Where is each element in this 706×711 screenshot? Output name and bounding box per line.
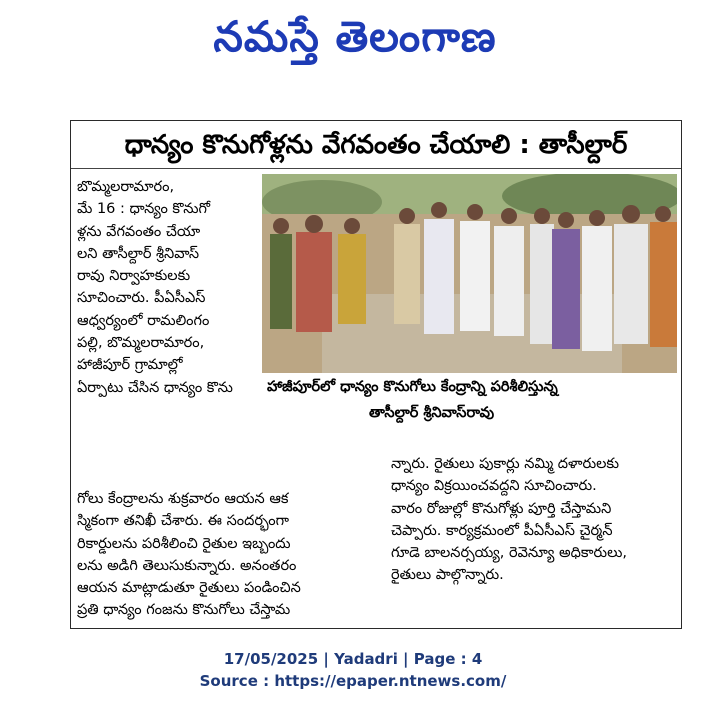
photo-caption (267, 374, 677, 426)
text-line: రైతులు పాల్గొన్నారు. (391, 567, 504, 584)
text-line: గోలు కేంద్రాలను శుక్రవారం ఆయన ఆక (77, 491, 289, 507)
caption-line: తాసీల్దార్ శ్రీనివాస్‌రావు (369, 405, 495, 421)
text-line: బొమ్మలరామారం, (77, 179, 175, 195)
text-line: హాజీపూర్ గ్రామాల్లో (77, 357, 183, 374)
text-line: గూడె బాలనర్సయ్య, రెవెన్యూ అధికారులు, (391, 545, 627, 562)
article-clipping (70, 120, 682, 629)
text-line: చెప్పారు. కార్యక్రమంలో పీఏసీఎస్ చైర్మన్ (391, 522, 613, 539)
text-line: ఏర్పాటు చేసిన ధాన్యం కొను (77, 379, 233, 396)
text-line: ఆయన మాట్లాడుతూ రైతులు పండించిన (77, 580, 301, 597)
text-line: న్నారు. రైతులు పుకార్లు నమ్మి దళారులకు (391, 456, 620, 472)
article-column-right (391, 453, 675, 587)
article-headline: ధాన్యం కొనుగోళ్లను వేగవంతం చేయాలి : తాసీల్దార్ (124, 130, 628, 160)
text-line: సూచించారు. పీఏసీఎస్ (77, 290, 206, 307)
caption-line: హాజీపూర్‌లో ధాన్యం కొనుగోలు కేంద్రాన్ని పరిశీలిస్తున్న (267, 379, 558, 395)
article-column-lower-left (77, 488, 367, 622)
text-line: స్మికంగా తనిఖీ చేశారు. ఈ సందర్భంగా (77, 513, 289, 530)
text-line: ప్రతి ధాన్యం గంజను కొనుగోలు చేస్తామ (77, 602, 291, 619)
text-line: మే 16 : ధాన్యం కొనుగో (77, 201, 211, 218)
headline-divider (71, 168, 681, 169)
text-line: ధాన్యం విక్రయించవద్దని సూచించారు. (391, 478, 597, 495)
text-line: ఆధ్వర్యంలో రామలింగం (77, 312, 210, 329)
text-line: ళ్లను వేగవంతం చేయా (77, 223, 201, 240)
text-line: లను అడిగి తెలుసుకున్నారు. అనంతరం (77, 557, 297, 574)
footer-date-edition: 17/05/2025 | Yadadri | Page : 4 (223, 650, 483, 668)
text-line: రావు నిర్వాహకులకు (77, 268, 191, 285)
footer-source: Source : https://epaper.ntnews.com/ (199, 672, 507, 690)
text-line: లని తాసీల్దార్ శ్రీనివాస్ (77, 245, 200, 262)
news-photo (262, 174, 677, 373)
text-line: వారం రోజుల్లో కొనుగోళ్లు పూర్తి చేస్తామని (391, 500, 612, 517)
article-column-left (77, 176, 262, 399)
text-line: పల్లి, బొమ్మలరామారం, (77, 335, 205, 352)
text-line: రికార్డులను పరిశీలించి రైతుల ఇబ్బందు (77, 535, 291, 552)
newspaper-masthead: నమస్తే తెలంగాణ (213, 12, 497, 61)
